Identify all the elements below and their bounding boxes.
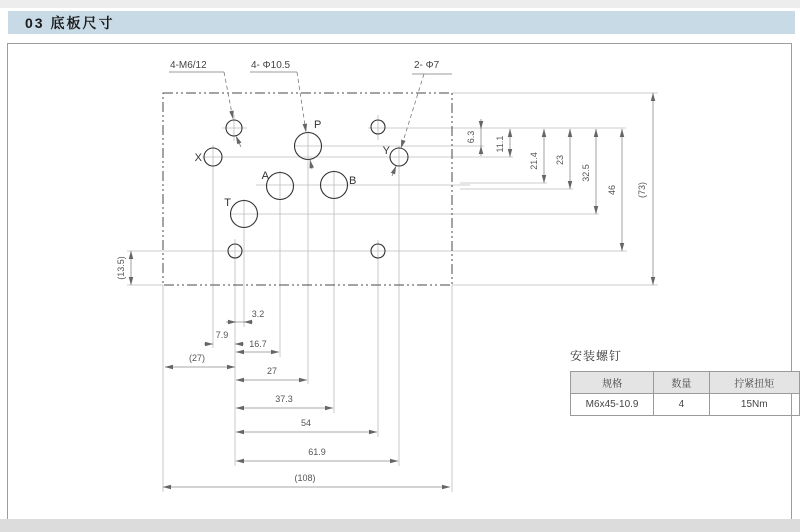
centerlines: [127, 93, 658, 492]
port-label-x: X: [194, 152, 202, 164]
cell-torque: 15Nm: [709, 394, 799, 416]
mounting-screw-table: [570, 371, 800, 416]
dimensions-bottom: [163, 309, 450, 487]
dimension-left: [116, 251, 131, 285]
page-bottom-strip: [0, 519, 800, 532]
dim-6-3: 6.3: [466, 130, 476, 144]
dim-27: 27: [266, 366, 278, 376]
cell-spec: M6x45-10.9: [571, 394, 654, 416]
cell-quantity: 4: [654, 394, 709, 416]
dim-16-7: 16.7: [249, 339, 267, 349]
port-label-b: B: [349, 175, 357, 187]
port-holes: [204, 120, 408, 258]
mounting-screw-block: [570, 347, 800, 416]
callout-phi7: [392, 60, 452, 176]
port-label-y: Y: [382, 145, 390, 157]
dim-61-9: 61.9: [308, 447, 326, 457]
dim-37-3: 37.3: [275, 394, 293, 404]
section-title: 03 底板尺寸: [25, 14, 115, 31]
dim-3-2: 3.2: [251, 309, 265, 319]
callout-phi7-label: 2- Φ7: [414, 60, 440, 71]
table-header-row: [571, 372, 800, 394]
col-header-torque: 拧紧扭矩: [709, 372, 799, 394]
dim-54: 54: [300, 418, 312, 428]
section-header-bar: [8, 11, 795, 34]
dim-13-5: (13.5): [116, 256, 126, 280]
callout-phi105-label: 4- Φ10.5: [251, 60, 291, 71]
dim-73: (73): [637, 181, 647, 199]
dim-23: 23: [555, 154, 565, 166]
port-label-p: P: [314, 119, 322, 131]
dim-27p: (27): [188, 353, 206, 363]
port-label-a: A: [261, 170, 269, 182]
callout-phi105: [250, 60, 312, 169]
dim-108: (108): [294, 473, 316, 483]
dim-7-9: 7.9: [215, 330, 229, 340]
col-header-quantity: 数量: [654, 372, 709, 394]
dim-32-5: 32.5: [581, 164, 591, 182]
port-label-t: T: [224, 197, 231, 209]
table-row: [571, 394, 800, 416]
dim-21-4: 21.4: [529, 152, 539, 170]
base-plate-outline: [163, 93, 452, 285]
col-header-spec: 规格: [571, 372, 654, 394]
dim-46: 46: [607, 184, 617, 196]
callout-m6: [169, 60, 241, 147]
mounting-screw-title: 安装螺钉: [570, 349, 623, 363]
dim-11-1: 11.1: [495, 135, 505, 153]
callout-m6-label: 4-M6/12: [170, 60, 207, 71]
